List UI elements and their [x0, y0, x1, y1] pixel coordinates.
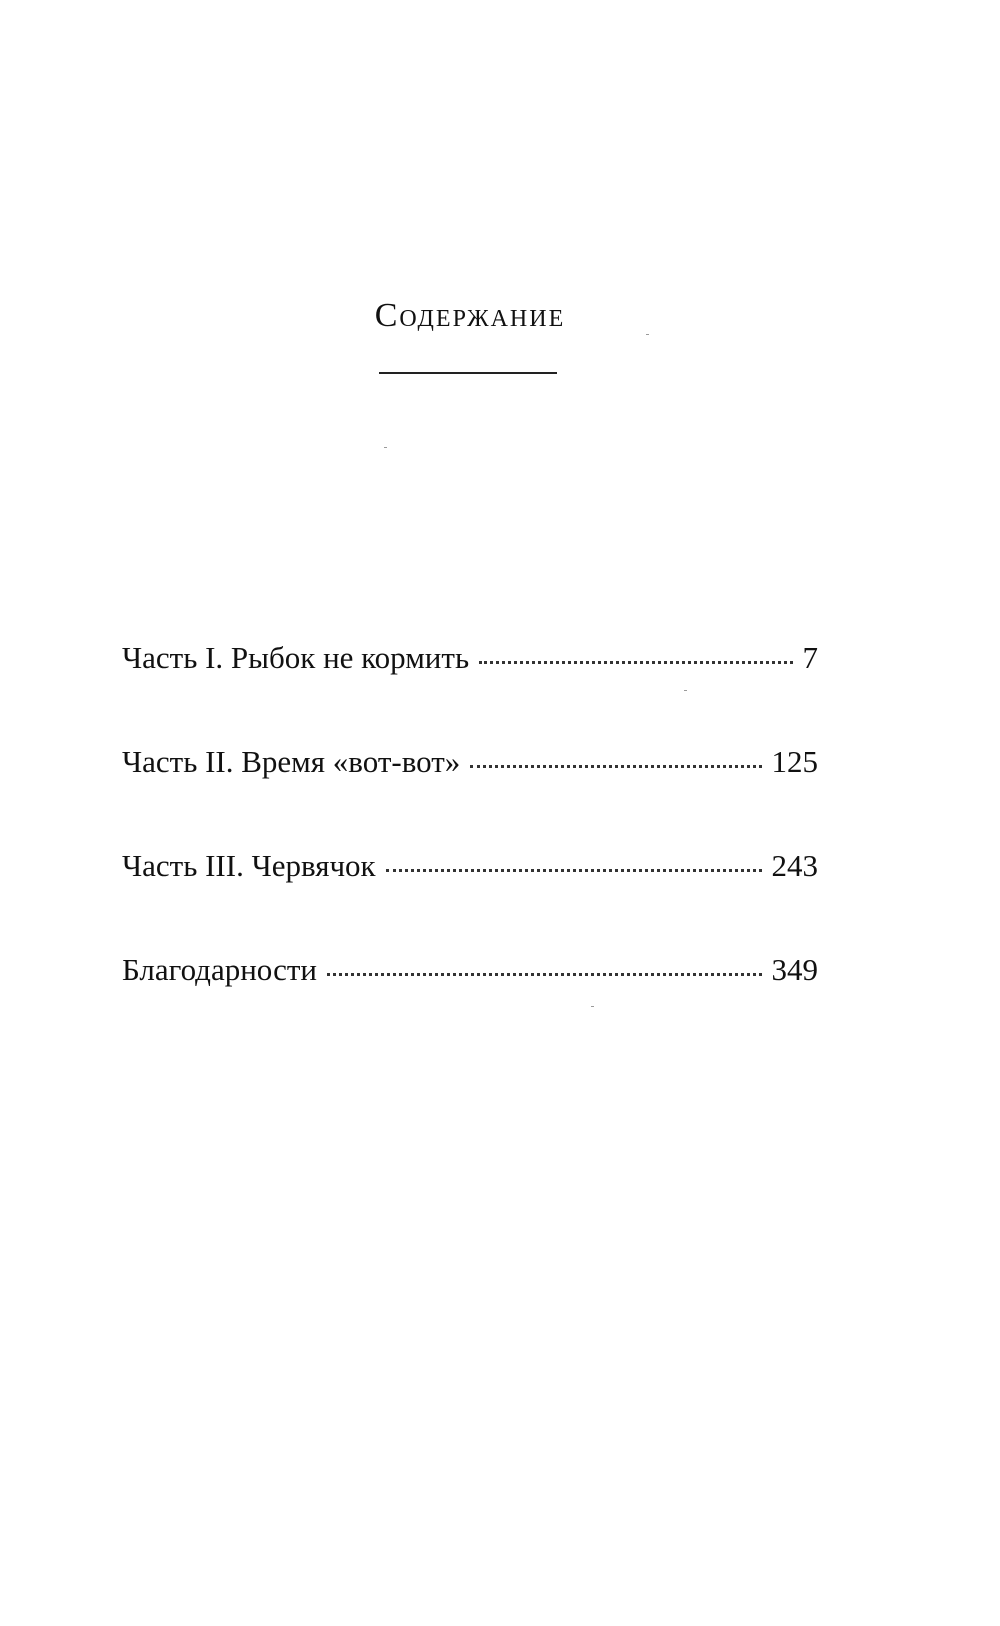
- toc-entry: [122, 846, 818, 950]
- scan-speck: [646, 334, 649, 335]
- toc-entry: [122, 742, 818, 846]
- toc-entry: [122, 950, 818, 1054]
- scan-speck: [591, 1006, 594, 1007]
- toc-entry-page: 243: [771, 848, 818, 883]
- toc-list: [122, 638, 818, 1054]
- dot-leader: [470, 765, 761, 768]
- dot-leader: [327, 973, 762, 976]
- dot-leader: [386, 869, 762, 872]
- toc-entry-title: Благодарности: [122, 952, 317, 987]
- toc-entry-page: 7: [802, 640, 818, 675]
- scan-speck: [684, 690, 687, 691]
- heading-rule: [379, 372, 557, 374]
- toc-entry-title: Часть II. Время «вот-вот»: [122, 744, 461, 779]
- scan-speck: [384, 447, 387, 448]
- toc-entry-page: 349: [771, 952, 818, 987]
- toc-entry-title: Часть III. Червячок: [122, 848, 376, 883]
- toc-entry-page: 125: [771, 744, 818, 779]
- toc-entry: [122, 638, 818, 742]
- toc-heading: Содержание: [374, 297, 566, 334]
- dot-leader: [479, 661, 792, 664]
- toc-entry-title: Часть I. Рыбок не кормить: [122, 640, 470, 675]
